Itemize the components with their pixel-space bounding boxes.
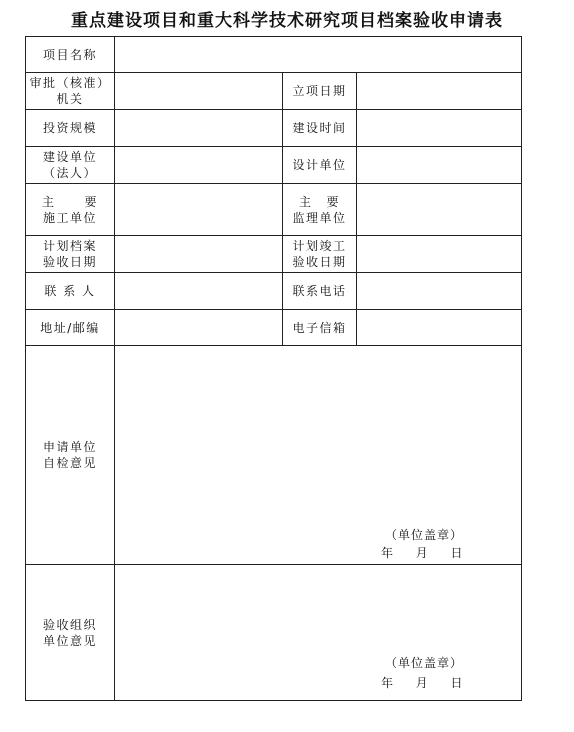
field-plan-archive-date[interactable]: [115, 236, 283, 273]
row-project-name: [26, 37, 522, 73]
row-plan-dates: [26, 236, 522, 273]
field-contact-phone[interactable]: [357, 273, 522, 310]
field-address-postcode[interactable]: [115, 310, 283, 346]
label-main-contractor: [26, 184, 115, 236]
label-email: 电子信箱: [283, 310, 357, 346]
field-construction-unit[interactable]: [115, 147, 283, 184]
row-contact: [26, 273, 522, 310]
label-main-a: 主: [42, 194, 56, 209]
row-approval: [26, 73, 522, 110]
field-email[interactable]: [357, 310, 522, 346]
label-plan-completion-date: 计划竣工 验收日期: [283, 236, 357, 273]
label-address-postcode: 地址/邮编: [26, 310, 115, 346]
label-contact-phone: 联系电话: [283, 273, 357, 310]
field-start-date[interactable]: [357, 73, 522, 110]
label-construction-unit: 建设单位 （法人）: [26, 147, 115, 184]
row-contractors: [26, 184, 522, 236]
row-address: [26, 310, 522, 346]
label-project-name: 项目名称: [26, 37, 115, 73]
label-approval-org: 审批（核准） 机关: [26, 73, 115, 110]
field-main-supervision[interactable]: [357, 184, 522, 236]
applicant-date-line: 年 月 日: [381, 546, 465, 560]
field-main-contractor[interactable]: [115, 184, 283, 236]
acceptance-stamp-text: （单位盖章）: [385, 656, 464, 670]
row-acceptance-opinion: [26, 565, 522, 701]
field-plan-completion-date[interactable]: [357, 236, 522, 273]
label-supervision-unit: 监理单位: [292, 210, 347, 225]
field-design-unit[interactable]: [357, 147, 522, 184]
field-investment-scale[interactable]: [115, 110, 283, 147]
applicant-stamp-text: （单位盖章）: [385, 528, 464, 542]
label-construction-time: 建设时间: [283, 110, 357, 147]
field-project-name[interactable]: [115, 37, 522, 73]
field-approval-org[interactable]: [115, 73, 283, 110]
row-applicant-opinion: [26, 346, 522, 565]
field-acceptance-opinion[interactable]: [115, 565, 522, 701]
label-design-unit: 设计单位: [283, 147, 357, 184]
label-start-date: 立项日期: [283, 73, 357, 110]
acceptance-date-line: 年 月 日: [381, 676, 465, 690]
label-main-b-2: 要: [326, 194, 340, 209]
field-construction-time[interactable]: [357, 110, 522, 147]
label-main-supervision: [283, 184, 357, 236]
field-applicant-opinion[interactable]: [115, 346, 522, 565]
label-main-b: 要: [84, 194, 98, 209]
label-applicant-opinion: 申请单位 自检意见: [26, 346, 115, 565]
label-plan-archive-date: 计划档案 验收日期: [26, 236, 115, 273]
label-acceptance-opinion: 验收组织 单位意见: [26, 565, 115, 701]
label-contact-person: 联 系 人: [26, 273, 115, 310]
application-form-table: [25, 36, 522, 701]
label-investment-scale: 投资规模: [26, 110, 115, 147]
row-investment: [26, 110, 522, 147]
field-contact-person[interactable]: [115, 273, 283, 310]
label-construction-contractor: 施工单位: [42, 210, 97, 225]
row-units: [26, 147, 522, 184]
label-main-a-2: 主: [299, 194, 313, 209]
form-title: 重点建设项目和重大科学技术研究项目档案验收申请表: [71, 11, 503, 31]
